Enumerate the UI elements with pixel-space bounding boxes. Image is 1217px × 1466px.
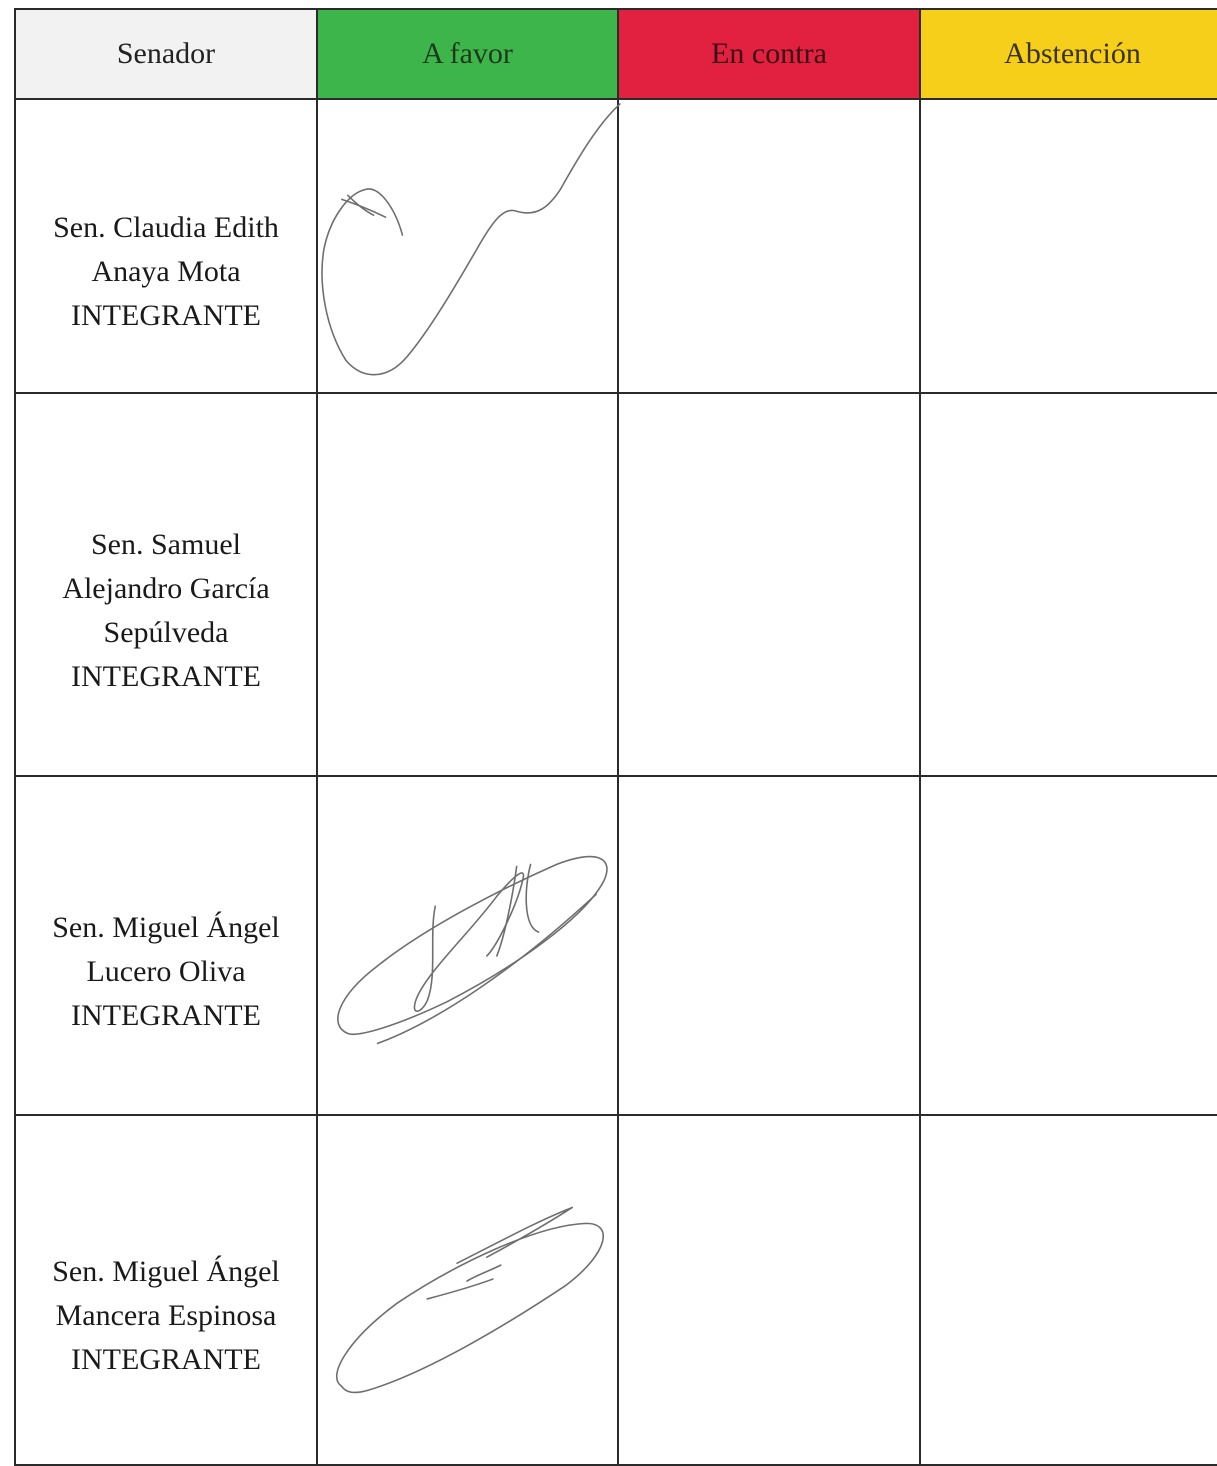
vote-cell-abstencion (920, 99, 1217, 393)
vote-cell-en-contra (618, 1115, 920, 1465)
vote-cell-abstencion (920, 776, 1217, 1115)
senator-name-line: Sen. Claudia Edith (53, 211, 279, 244)
table-row (15, 776, 1217, 1115)
senator-name-line: Sen. Samuel (91, 527, 241, 561)
header-a-favor: A favor (317, 9, 618, 99)
vote-table (14, 8, 1217, 1466)
signature-image (318, 1116, 617, 1464)
vote-cell-abstencion (920, 1115, 1217, 1465)
vote-cell-a-favor (317, 776, 618, 1115)
senator-name-cell (15, 1115, 317, 1465)
signature-image (318, 777, 617, 1114)
senator-name-cell (15, 776, 317, 1115)
vote-cell-en-contra (618, 776, 920, 1115)
vote-cell-a-favor (317, 393, 618, 776)
senator-name-line: Alejandro García (62, 571, 270, 605)
senator-name-line: Sepúlveda (103, 615, 229, 649)
header-senador: Senador (15, 9, 317, 99)
signature-image (318, 100, 617, 392)
table-row (15, 1115, 1217, 1465)
senator-name-cell (15, 393, 317, 776)
senator-name-line: Sen. Miguel Ángel (52, 910, 280, 944)
senator-name-line: Sen. Miguel Ángel (52, 1255, 280, 1288)
header-en-contra: En contra (618, 9, 920, 99)
senator-name-cell (15, 99, 317, 393)
senator-role: INTEGRANTE (71, 998, 261, 1032)
senator-name-line: Lucero Oliva (86, 954, 246, 988)
vote-cell-en-contra (618, 99, 920, 393)
header-abstencion: Abstención (920, 9, 1217, 99)
table-row (15, 393, 1217, 776)
vote-cell-abstencion (920, 393, 1217, 776)
vote-cell-a-favor (317, 1115, 618, 1465)
senator-role: INTEGRANTE (71, 1343, 261, 1376)
vote-cell-a-favor (317, 99, 618, 393)
header-row (15, 9, 1217, 99)
senator-role: INTEGRANTE (71, 659, 261, 693)
senator-name-line: Mancera Espinosa (55, 1299, 277, 1332)
table-row (15, 99, 1217, 393)
senator-role: INTEGRANTE (71, 299, 261, 332)
vote-cell-en-contra (618, 393, 920, 776)
senator-name-line: Anaya Mota (91, 255, 241, 288)
